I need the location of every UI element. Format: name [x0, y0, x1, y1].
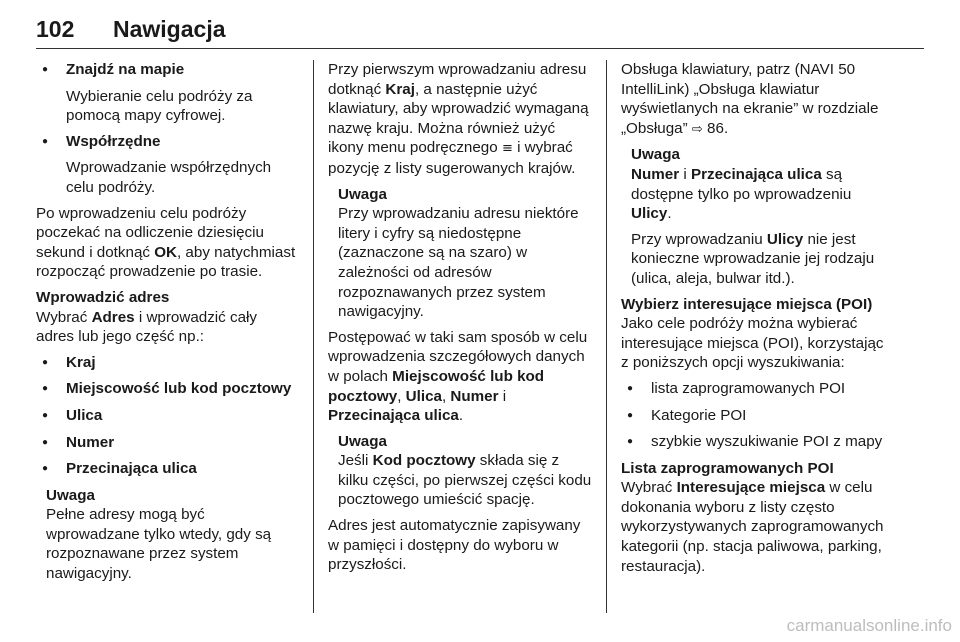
note-title: Uwaga — [46, 486, 95, 504]
note-box — [631, 145, 891, 288]
list-item: ● Przecinająca ulica — [36, 459, 298, 479]
section-heading: Wybierz interesujące miejsca (POI) — [621, 295, 873, 313]
list-item-desc: Wprowadzanie współrzędnych celu podróży. — [66, 159, 272, 196]
paragraph: Jako cele podróży można wybierać interesujące miejsca (POI), korzystając z poniższych opcji wyszukiwania: — [621, 315, 884, 372]
list-item-desc: Wybieranie celu podróży za pomocą mapy cyfrowej. — [66, 87, 253, 125]
list-item: ● Kategorie POI — [621, 406, 891, 426]
page-reference-arrow-icon: ⇨ — [691, 121, 703, 137]
list-menu-icon: ≡ — [501, 141, 513, 157]
note-box — [338, 432, 593, 510]
list-item: ● Kraj — [36, 353, 298, 373]
list-item: ● Znajdź na mapie — [36, 60, 298, 80]
list-item: ● lista zaprogramowanych POI — [621, 379, 891, 399]
paragraph: Adres jest automatycznie zapisywany w pamięci i dostępny do wyboru w przyszłości. — [328, 517, 581, 574]
paragraph: Wybrać Interesujące miejsca w celu dokonania wyboru z listy często wykorzystywanych zaprogramowanych kategorii (np. stacja paliwowa, parking, restauracja). — [621, 479, 884, 575]
page-reference-link[interactable]: 86 — [707, 119, 724, 137]
note-title: Uwaga — [631, 146, 680, 164]
note-title: Uwaga — [338, 432, 387, 450]
column-2 — [328, 60, 593, 581]
note-text: Jeśli Kod pocztowy składa się z kilku części, po pierwszej części kodu pocztowego umieścić spację. — [338, 452, 592, 509]
note-title: Uwaga — [338, 185, 387, 203]
page-number: 102 — [36, 16, 75, 42]
note-text: Pełne adresy mogą być wprowadzane tylko wtedy, gdy są rozpoznawane przez system nawigacyjny. — [46, 506, 272, 583]
note-text: Przy wprowadzaniu Ulicy nie jest konieczne wprowadzanie jej rodzaju (ulica, aleja, bulwar itd.). — [631, 230, 875, 287]
watermark: carmanualsonline.info — [786, 616, 952, 635]
column-divider — [606, 60, 607, 613]
list-item: ● Numer — [36, 433, 298, 453]
paragraph: Przy pierwszym wprowadzaniu adresu dotknąć Kraj, a następnie użyć klawiatury, aby wprowadzić wymaganą nazwę kraju. Można również użyć ikony menu podręcznego ≡ i wybrać pozycję z listy sugerowanych krajów. — [328, 61, 589, 177]
section-heading: Lista zaprogramowanych POI — [621, 459, 834, 477]
column-1 — [36, 60, 298, 590]
page-header — [36, 14, 924, 49]
column-divider — [313, 60, 314, 613]
note-text: Numer i Przecinająca ulica są dostępne tylko po wprowadzeniu Ulicy. — [631, 165, 852, 223]
paragraph: Postępować w taki sam sposób w celu wprowadzenia szczegółowych danych w polach Miejscowość lub kod pocztowy, Ulica, Numer i Przecinająca ulica. — [328, 328, 588, 425]
note-text: Przy wprowadzaniu adresu niektóre litery i cyfry są niedostępne (zaznaczone są na szaro) w zależności od adresów rozpoznawanych przez system nawigacyjny. — [338, 205, 579, 321]
list-item: ● Współrzędne — [36, 132, 298, 152]
paragraph: Wybrać Adres i wprowadzić cały adres lub jego część np.: — [36, 308, 258, 346]
paragraph: Obsługa klawiatury, patrz (NAVI 50 IntelliLink) „Obsługa klawiatur wyświetlanych na ekranie” w rozdziale „Obsługa” ⇨ 86. — [621, 61, 879, 137]
page-title: Nawigacja — [113, 16, 226, 42]
list-item: ● Miejscowość lub kod pocztowy — [36, 379, 298, 399]
list-item: ● Ulica — [36, 406, 298, 426]
note-box — [46, 486, 298, 584]
paragraph: Po wprowadzeniu celu podróży poczekać na odliczenie dziesięciu sekund i dotknąć OK, aby natychmiast rozpocząć prowadzenie po trasie. — [36, 204, 296, 281]
section-heading: Wprowadzić adres — [36, 288, 170, 306]
list-item: ● szybkie wyszukiwanie POI z mapy — [621, 432, 891, 452]
column-3 — [621, 60, 891, 582]
note-box — [338, 185, 593, 322]
